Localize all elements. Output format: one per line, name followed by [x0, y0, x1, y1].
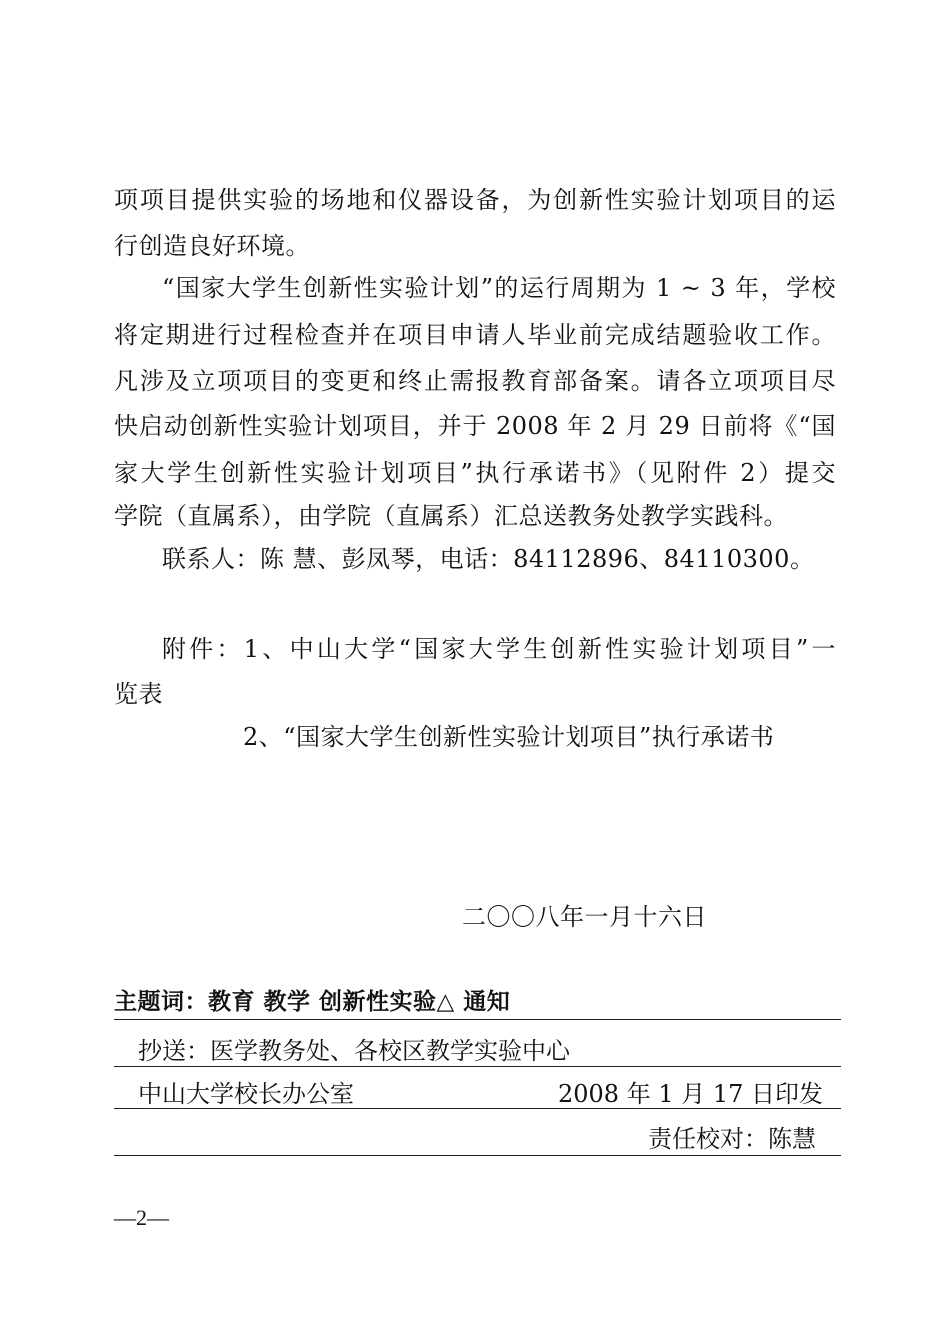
body-line: 凡涉及立项项目的变更和终止需报教育部备案。请各立项项目尽 — [114, 367, 836, 395]
body-line: 家大学生创新性实验计划项目”执行承诺书》（见附件 2）提交 — [114, 459, 836, 487]
document-date: 二〇〇八年一月十六日 — [462, 903, 707, 931]
issuer: 中山大学校长办公室 — [138, 1080, 354, 1108]
contact-line: 联系人：陈 慧、彭凤琴，电话：84112896、84110300。 — [162, 545, 815, 573]
footer-divider — [114, 1019, 841, 1020]
attachment-1: 附件：1、中山大学“国家大学生创新性实验计划项目”一 — [162, 635, 836, 663]
body-line: 行创造良好环境。 — [114, 232, 310, 260]
body-line: 学院（直属系），由学院（直属系）汇总送教务处教学实践科。 — [114, 502, 788, 530]
footer-divider — [114, 1066, 841, 1067]
body-line: 将定期进行过程检查并在项目申请人毕业前完成结题验收工作。 — [114, 321, 836, 349]
footer-divider — [114, 1108, 841, 1109]
body-line: 项项目提供实验的场地和仪器设备，为创新性实验计划项目的运 — [114, 186, 836, 214]
issue-date: 2008 年 1 月 17 日印发 — [558, 1080, 824, 1108]
body-line: 快启动创新性实验计划项目，并于 2008 年 2 月 29 日前将《“国 — [114, 412, 836, 440]
attachment-2: 2、“国家大学生创新性实验计划项目”执行承诺书 — [243, 723, 775, 751]
footer-divider — [114, 1155, 841, 1156]
page-number: —2— — [114, 1205, 169, 1230]
subject-keywords: 主题词：教育 教学 创新性实验△ 通知 — [114, 989, 511, 1015]
body-line: “国家大学生创新性实验计划”的运行周期为 1 ~ 3 年，学校 — [162, 274, 836, 302]
proofreader: 责任校对：陈慧 — [648, 1125, 816, 1153]
attachment-1-continuation: 览表 — [114, 680, 163, 708]
cc-line: 抄送：医学教务处、各校区教学实验中心 — [138, 1037, 570, 1065]
